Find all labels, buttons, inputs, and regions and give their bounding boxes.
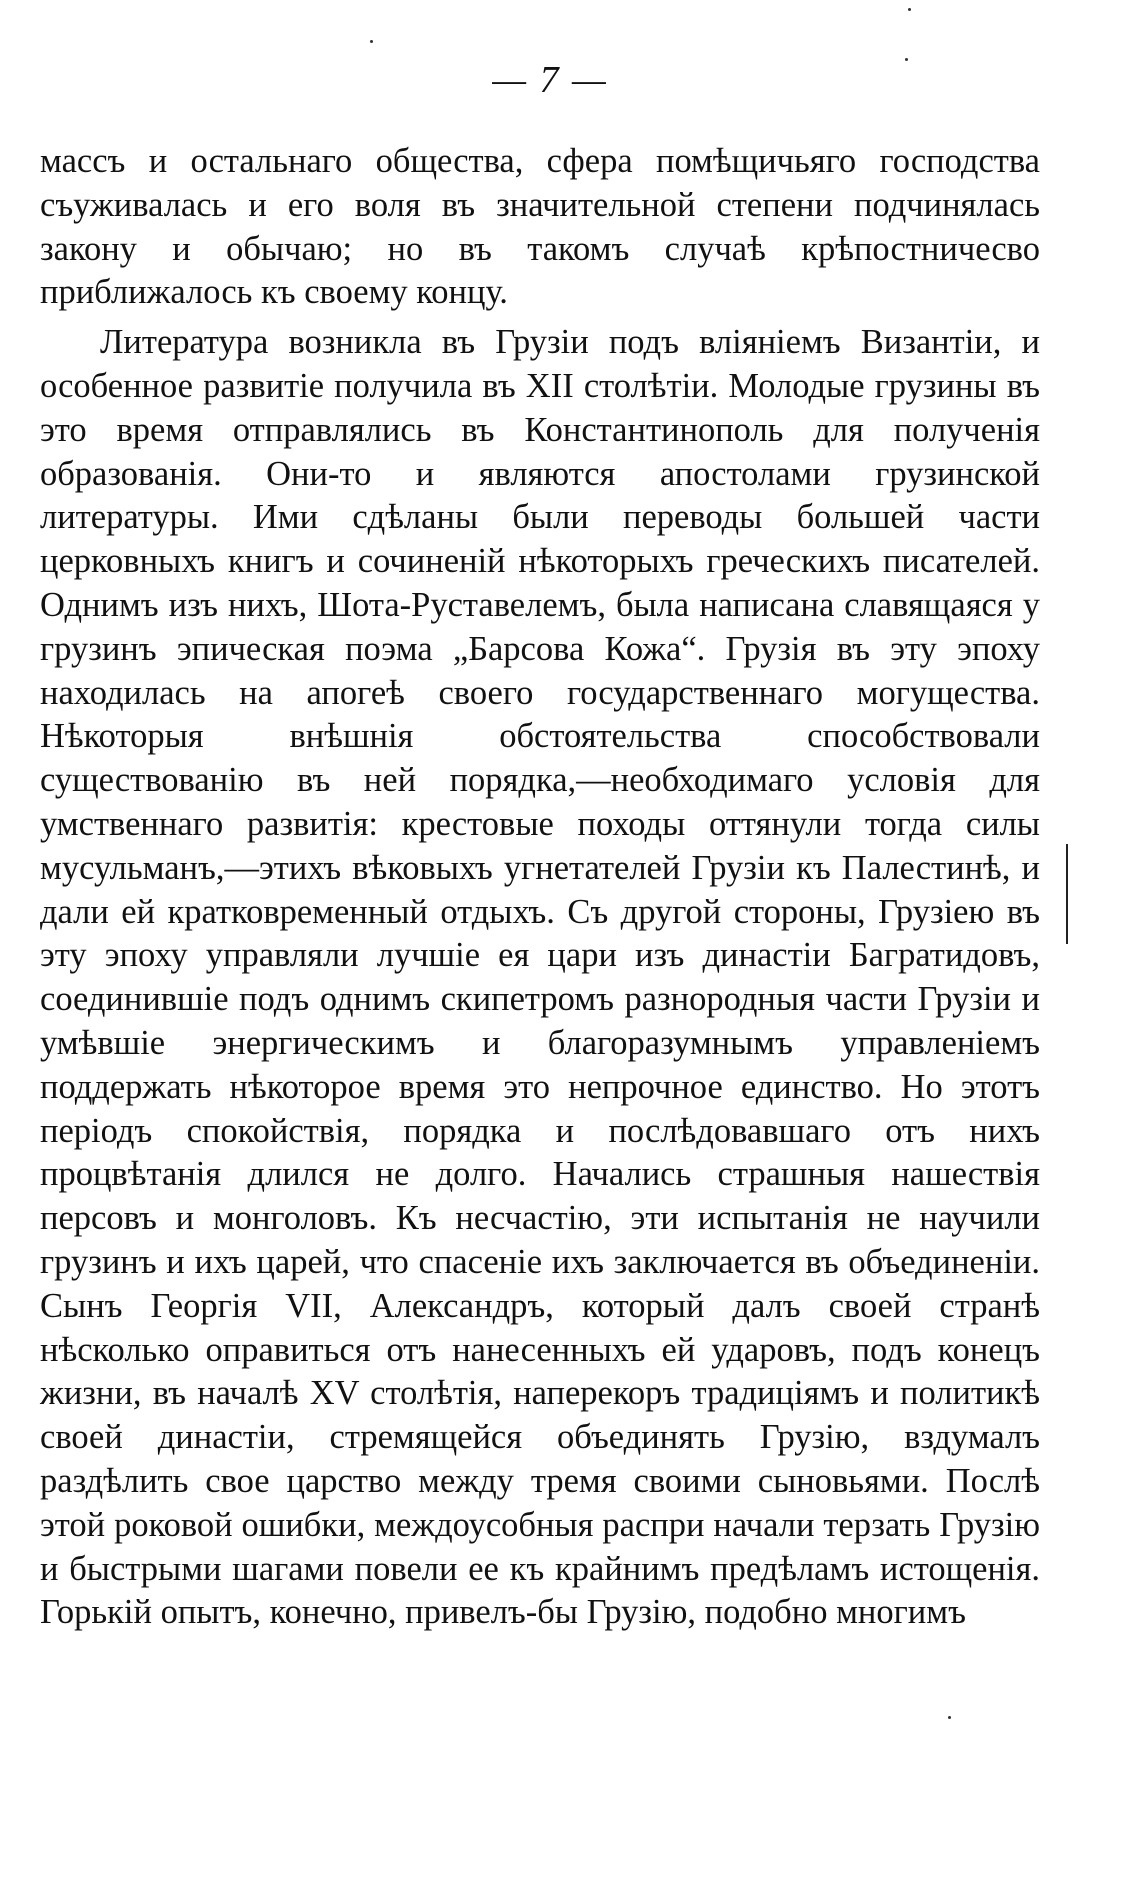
paragraph-2: Литература возникла въ Грузіи подъ вліяніемъ Византіи, и особенное развитіе получила въ XII столѣтіи. Молодые грузины въ это время отправлялись въ Константинополь для полученія образованія. Они-то и являются апостолами грузинской литературы. Ими сдѣланы были переводы большей части церковныхъ книгъ и сочиненій нѣкоторыхъ греческихъ писателей. Однимъ изъ нихъ, Шота-Руставелемъ, была написана славящаяся у грузинъ эпическая поэма „Барсова Кожа“. Грузія въ эту эпоху находилась на апогеѣ своего государственнаго могущества. Нѣкоторыя внѣшнія обстоятельства способствовали существованію въ ней порядка,—необходимаго условія для умственнаго развитія: крестовые походы оттянули тогда силы мусульманъ,—этихъ вѣковыхъ угнетателей Грузіи къ Палестинѣ, и дали ей кратковременный отдыхъ. Съ другой стороны, Грузіею въ эту эпоху управляли лучшіе ея цари изъ династіи Багратидовъ, соединившіе подъ однимъ скипетромъ разнородныя части Грузіи и умѣвшіе энергическимъ и благоразумнымъ управленіемъ поддержать нѣкоторое время это непрочное единство. Но этотъ періодъ спокойствія, порядка и послѣдовавшаго отъ нихъ процвѣтанія длился не долго. Начались страшныя нашествія персовъ и монголовъ. Къ несчастію, эти испытанія не научили грузинъ и ихъ царей, что спасеніе ихъ заключается въ объединеніи. Сынъ Георгія VII, Александръ, который далъ своей странѣ нѣсколько оправиться отъ нанесенныхъ ей ударовъ, подъ конецъ жизни, въ началѣ XV столѣтія, наперекоръ традиціямъ и политикѣ своей династіи, стремящейся объединять Грузію, вздумалъ раздѣлить свое царство между тремя своими сыновьями. Послѣ этой роковой ошибки, междоусобныя распри начали терзать Грузію и быстрыми шагами повели ее къ крайнимъ предѣламъ истощенія. Горькій опытъ, конечно, привелъ-бы Грузію, подобно многимъ [40,323,1040,1632]
paragraph-1: массъ и остальнаго общества, сфера помѣщичьяго господства съуживалась и его воля въ значительной степени подчинялась закону и обычаю; но въ такомъ случаѣ крѣпостничесво приближалось къ своему концу. [40,142,1040,312]
page-number: — 7 — [492,59,608,101]
paper-speck [370,40,373,43]
body-text [40,140,1040,1635]
paper-speck [905,58,908,61]
paper-speck [948,1716,951,1719]
paper-speck [908,8,911,11]
margin-pencil-mark [1066,844,1072,944]
